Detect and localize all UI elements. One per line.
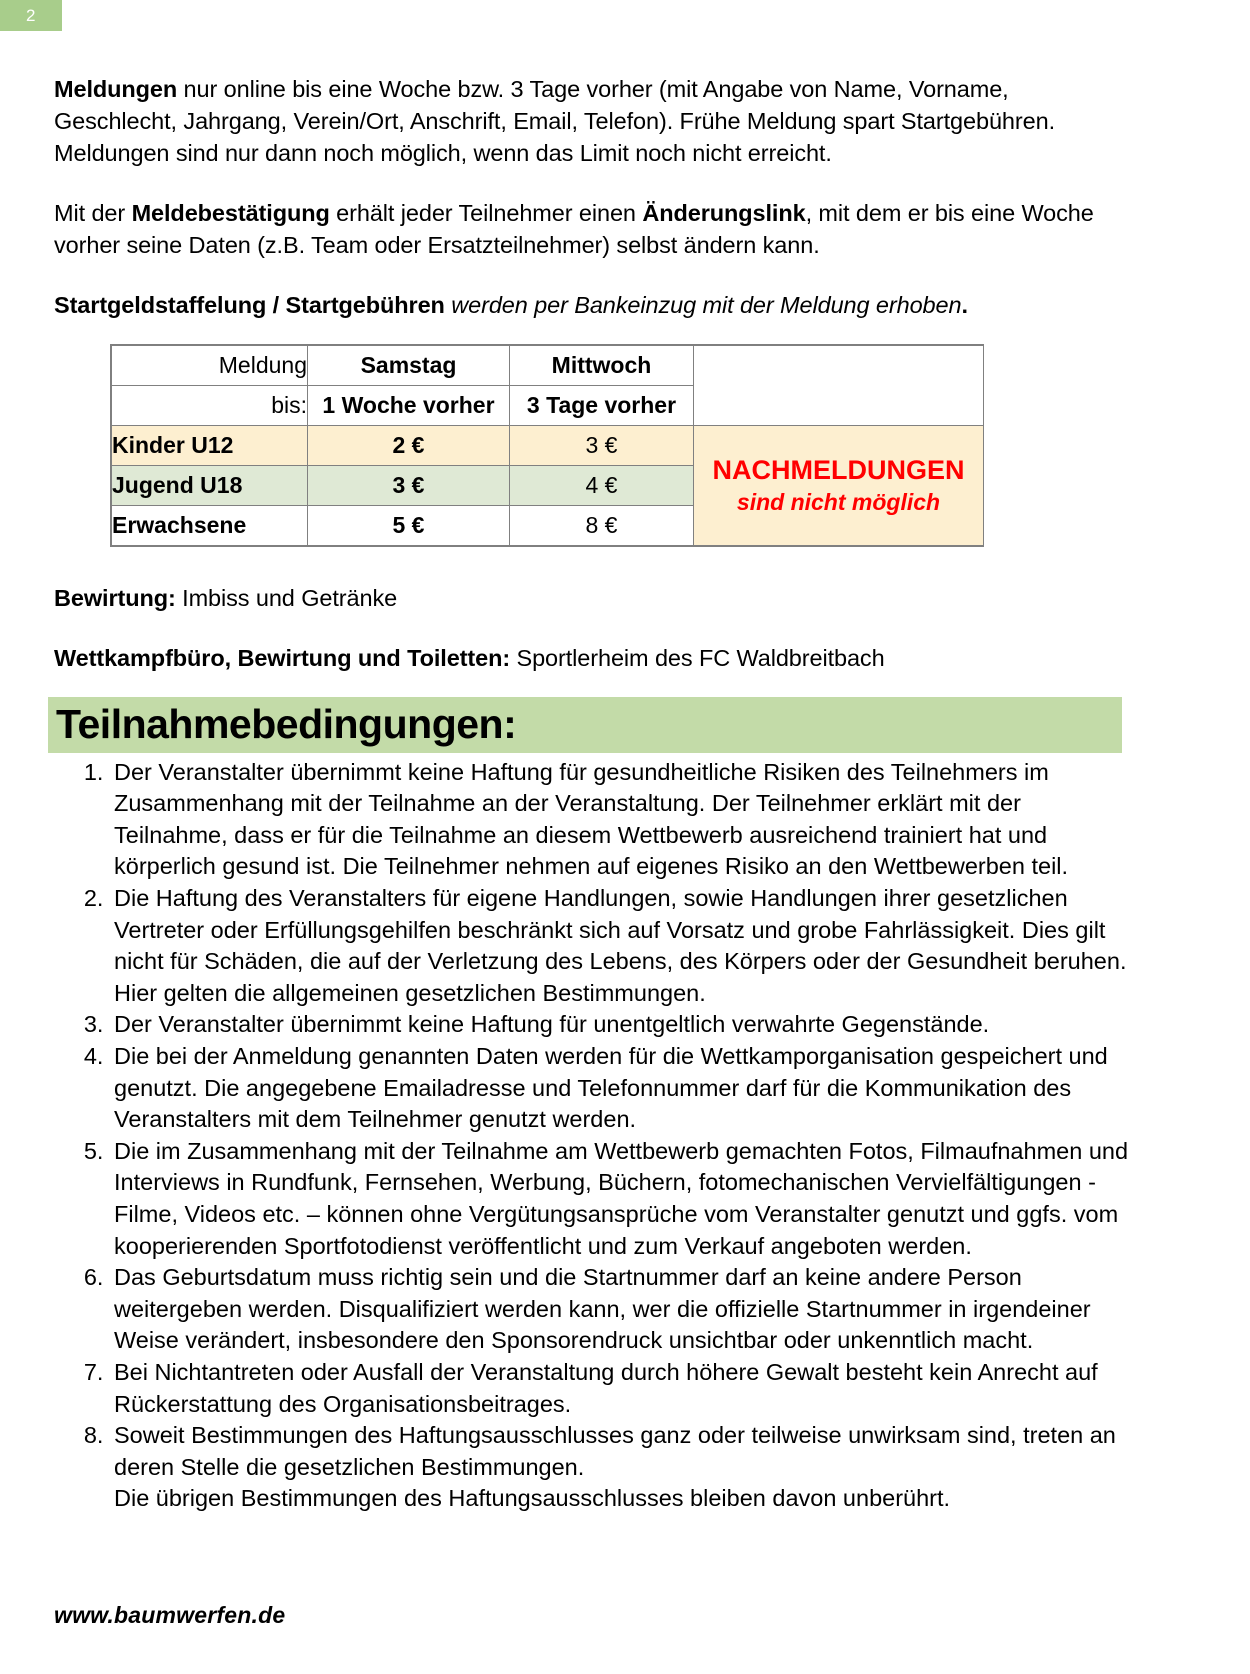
spacer — [54, 170, 1134, 198]
meldebestaetigung-part1: Mit der — [54, 199, 132, 226]
list-item: 1. Der Veranstalter übernimmt keine Haftung für gesundheitliche Risiken des Teilnehmers im Zusammenhang mit der Teilnahme an der Veranstaltung. Der Teilnehmer erklärt mit der Teilnahme, dass er für die Teilnahme an diesem Wettbewerb ausreichend trainiert hat und körperlich gesund ist. Die Teilnehmer nehmen auf eigenes Risiko an den Wettbewerben teil. — [110, 757, 1134, 883]
spacer — [54, 615, 1134, 643]
spacer — [54, 262, 1134, 290]
page-number-badge — [0, 0, 62, 31]
row-label-erwachsene: Erwachsene — [112, 505, 308, 545]
bewirtung-rest: Imbiss und Getränke — [175, 584, 398, 611]
cell-kinder-samstag: 2 € — [308, 425, 510, 465]
wettkampfbuero-bold: Wettkampfbüro, Bewirtung und Toiletten: — [54, 644, 511, 671]
list-item: 4. Die bei der Anmeldung genannten Daten werden für die Wettkamporganisation gespeichert und genutzt. Die angegebene Emailadresse und Telefonnummer darf für die Kommunikation des Veranstalters mit dem Teilnehmer genutzt werden. — [110, 1041, 1134, 1136]
nachmeldungen-note-spacer — [694, 345, 984, 425]
cell-erwachsene-mittwoch: 8 € — [510, 505, 694, 545]
cell-jugend-samstag: 3 € — [308, 465, 510, 505]
meldebestaetigung-part2: erhält jeder Teilnehmer einen — [329, 199, 643, 226]
cell-erwachsene-samstag: 5 € — [308, 505, 510, 545]
table-row-header-1 — [112, 345, 984, 385]
meldebestaetigung-bold1: Meldebestätigung — [131, 199, 330, 226]
startgeld-bold: Startgeldstaffelung / Startgebühren — [54, 291, 445, 318]
document-content — [54, 74, 1134, 1515]
cell-kinder-mittwoch: 3 € — [510, 425, 694, 465]
list-item: 6. Das Geburtsdatum muss richtig sein und die Startnummer darf an keine andere Person weitergeben werden. Disqualifiziert werden kann, wer die offizielle Startnummer in irgendeiner Weise verändert, insbesondere den Sponsorendruck unsichtbar oder unkenntlich macht. — [110, 1262, 1134, 1357]
row-label-jugend: Jugend U18 — [112, 465, 308, 505]
paragraph-startgeld — [54, 290, 1134, 322]
teilnahmebedingungen-title: Teilnahmebedingungen: — [56, 701, 517, 748]
footer-url[interactable]: www.baumwerfen.de — [54, 1602, 286, 1628]
list-item: 2. Die Haftung des Veranstalters für eigene Handlungen, sowie Handlungen ihrer gesetzlichen Vertreter oder Erfüllungsgehilfen beschränkt sich auf Vorsatz und grobe Fahrlässigkeit. Dies gilt nicht für Schäden, die auf der Verletzung des Lebens, des Körpers oder der Gesundheit beruhen. Hier gelten die allgemeinen gesetzlichen Bestimmungen. — [110, 883, 1134, 1009]
nachmeldungen-note — [694, 454, 983, 517]
meldebestaetigung-part3: , mit dem er bis eine Woche vorher seine Daten (z.B. Team oder Ersatzteilnehmer) selbst ändern kann. — [54, 199, 1094, 258]
paragraph-wettkampfbuero — [54, 643, 1134, 675]
table-subheader-1-woche: 1 Woche vorher — [308, 385, 510, 425]
table-header-samstag: Samstag — [308, 345, 510, 385]
teilnahmebedingungen-heading-bar — [48, 697, 1122, 753]
list-item: 7. Bei Nichtantreten oder Ausfall der Veranstaltung durch höhere Gewalt besteht kein Anrecht auf Rückerstattung des Organisationsbeitrages. — [110, 1357, 1134, 1420]
bewirtung-bold: Bewirtung: — [54, 584, 176, 611]
nachmeldungen-line1: NACHMELDUNGEN — [712, 454, 965, 485]
startgeld-table-wrapper — [110, 344, 984, 547]
paragraph-meldebestaetigung — [54, 198, 1134, 262]
teilnahmebedingungen-list — [54, 757, 1134, 1484]
spacer — [54, 547, 1134, 583]
teilnahmebedingungen-closing: Die übrigen Bestimmungen des Haftungsausschlusses bleiben davon unberührt. — [114, 1485, 951, 1512]
spacer — [54, 675, 1134, 697]
list-item: 5. Die im Zusammenhang mit der Teilnahme am Wettbewerb gemachten Fotos, Filmaufnahmen und Interviews in Rundfunk, Fernsehen, Werbung, Büchern, fotomechanischen Vervielfältigungen - Filme, Videos etc. – können ohne Vergütungsansprüche vom Veranstalter genutzt und ggfs. vom kooperierenden Sportfotodienst veröffentlicht und zum Verkauf angeboten werden. — [110, 1136, 1134, 1262]
meldebestaetigung-bold2: Änderungslink — [642, 199, 806, 226]
meldungen-lead: Meldungen — [54, 76, 178, 102]
table-header-meldung: Meldung — [112, 345, 308, 385]
paragraph-meldungen — [54, 74, 1134, 170]
nachmeldungen-line2: sind nicht möglich — [736, 488, 941, 515]
startgeld-table — [111, 345, 984, 546]
table-header-mittwoch: Mittwoch — [510, 345, 694, 385]
table-row — [112, 425, 984, 465]
spacer — [54, 322, 1134, 344]
nachmeldungen-note-cell — [694, 425, 984, 545]
meldungen-rest: nur online bis eine Woche bzw. 3 Tage vorher (mit Angabe von Name, Vorname, Geschlecht, Jahrgang, Verein/Ort, Anschrift, Email, Telefon). Frühe Meldung spart Startgebühren. Meldungen sind nur dann noch möglich, wenn das Limit noch nicht erreicht. — [54, 76, 1055, 166]
cell-jugend-mittwoch: 4 € — [510, 465, 694, 505]
startgeld-italic: werden per Bankeinzug mit der Meldung erhoben — [444, 291, 962, 318]
table-subheader-3-tage: 3 Tage vorher — [510, 385, 694, 425]
paragraph-bewirtung — [54, 583, 1134, 615]
row-label-kinder: Kinder U12 — [112, 425, 308, 465]
list-item: 3. Der Veranstalter übernimmt keine Haftung für unentgeltlich verwahrte Gegenstände. — [110, 1009, 1134, 1041]
wettkampfbuero-rest: Sportlerheim des FC Waldbreitbach — [510, 644, 885, 671]
startgeld-tail: . — [961, 291, 968, 318]
page-number-label: 2 — [26, 5, 36, 25]
table-header-bis: bis: — [112, 385, 308, 425]
list-item: 8. Soweit Bestimmungen des Haftungsausschlusses ganz oder teilweise unwirksam sind, treten an deren Stelle die gesetzlichen Bestimmungen. — [110, 1420, 1134, 1483]
